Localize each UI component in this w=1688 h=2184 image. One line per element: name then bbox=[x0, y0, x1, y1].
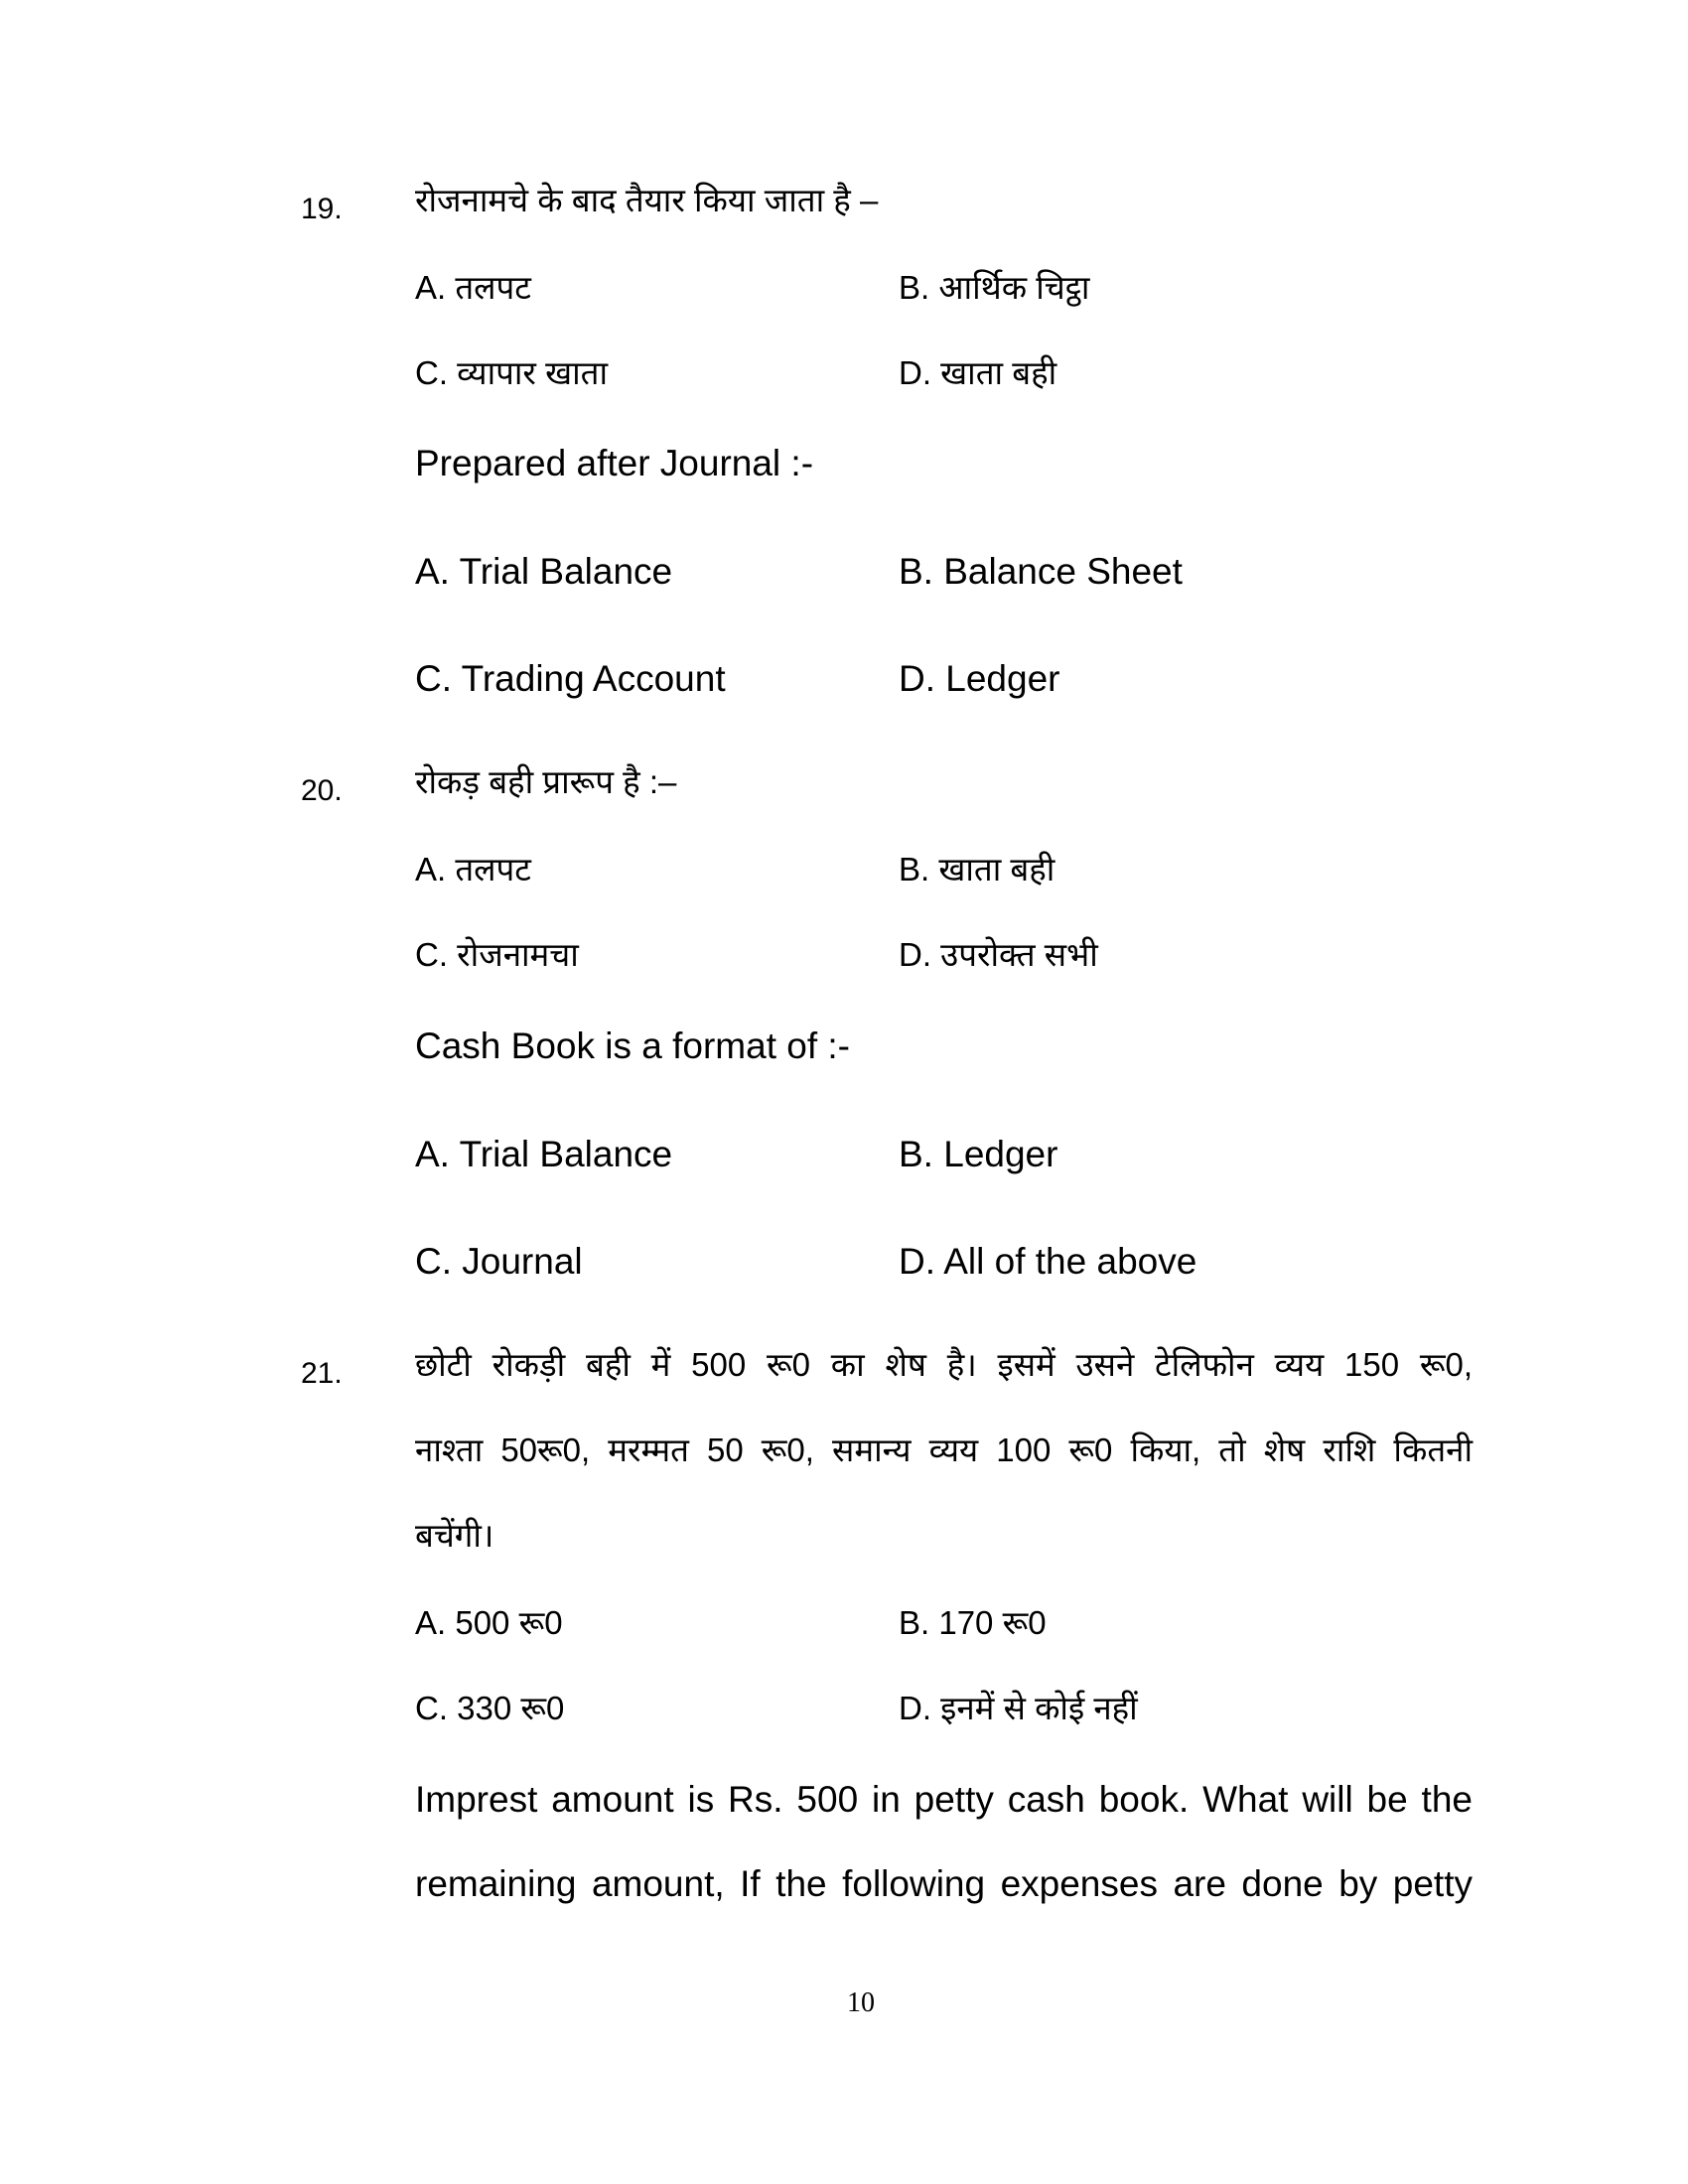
question-number: 21. bbox=[301, 1357, 343, 1390]
question-english: Prepared after Journal :- bbox=[415, 443, 814, 483]
option-d-english: D. Ledger bbox=[899, 658, 1060, 699]
option-a-hindi: A. 500 रू0 bbox=[415, 1604, 563, 1641]
option-c-english: C. Journal bbox=[415, 1241, 583, 1282]
option-b-hindi: B. खाता बही bbox=[899, 851, 1055, 887]
option-c-hindi: C. व्यापार खाता bbox=[415, 354, 608, 391]
option-a-english: A. Trial Balance bbox=[415, 1134, 673, 1174]
option-d-hindi: D. उपरोक्त सभी bbox=[899, 936, 1098, 973]
question-hindi: रोजनामचे के बाद तैयार किया जाता है – bbox=[415, 182, 879, 218]
option-b-hindi: B. आर्थिक चिट्ठा bbox=[899, 269, 1090, 306]
option-d-hindi: D. इनमें से कोई नहीं bbox=[899, 1690, 1138, 1726]
option-c-hindi: C. रोजनामचा bbox=[415, 936, 579, 973]
question-hindi: रोकड़ बही प्रारूप है :– bbox=[415, 763, 677, 800]
question-english: Cash Book is a format of :- bbox=[415, 1025, 851, 1066]
option-a-english: A. Trial Balance bbox=[415, 551, 673, 592]
question-hindi-line-2: नाश्ता 50रू0, मरम्मत 50 रू0, समान्य व्यय 100 रू0 किया, तो शेष राशि कितनी bbox=[415, 1432, 1473, 1468]
option-a-hindi: A. तलपट bbox=[415, 269, 531, 306]
question-hindi-line-1: छोटी रोकड़ी बही में 500 रू0 का शेष है। इसमें उसने टेलिफोन व्यय 150 रू0, bbox=[415, 1346, 1473, 1383]
question-number: 20. bbox=[301, 774, 343, 807]
question-english-line-1: Imprest amount is Rs. 500 in petty cash book. What will be the bbox=[415, 1779, 1473, 1820]
page-number: 10 bbox=[847, 1987, 875, 2018]
question-number: 19. bbox=[301, 193, 343, 225]
question-english-line-2: remaining amount, If the following expenses are done by petty bbox=[415, 1863, 1473, 1904]
option-b-hindi: B. 170 रू0 bbox=[899, 1604, 1047, 1641]
option-b-english: B. Ledger bbox=[899, 1134, 1058, 1174]
question-hindi-line-3: बचेंगी। bbox=[415, 1517, 494, 1554]
option-d-hindi: D. खाता बही bbox=[899, 354, 1057, 391]
option-d-english: D. All of the above bbox=[899, 1241, 1197, 1282]
option-b-english: B. Balance Sheet bbox=[899, 551, 1183, 592]
option-c-hindi: C. 330 रू0 bbox=[415, 1690, 565, 1726]
option-a-hindi: A. तलपट bbox=[415, 851, 531, 887]
option-c-english: C. Trading Account bbox=[415, 658, 726, 699]
